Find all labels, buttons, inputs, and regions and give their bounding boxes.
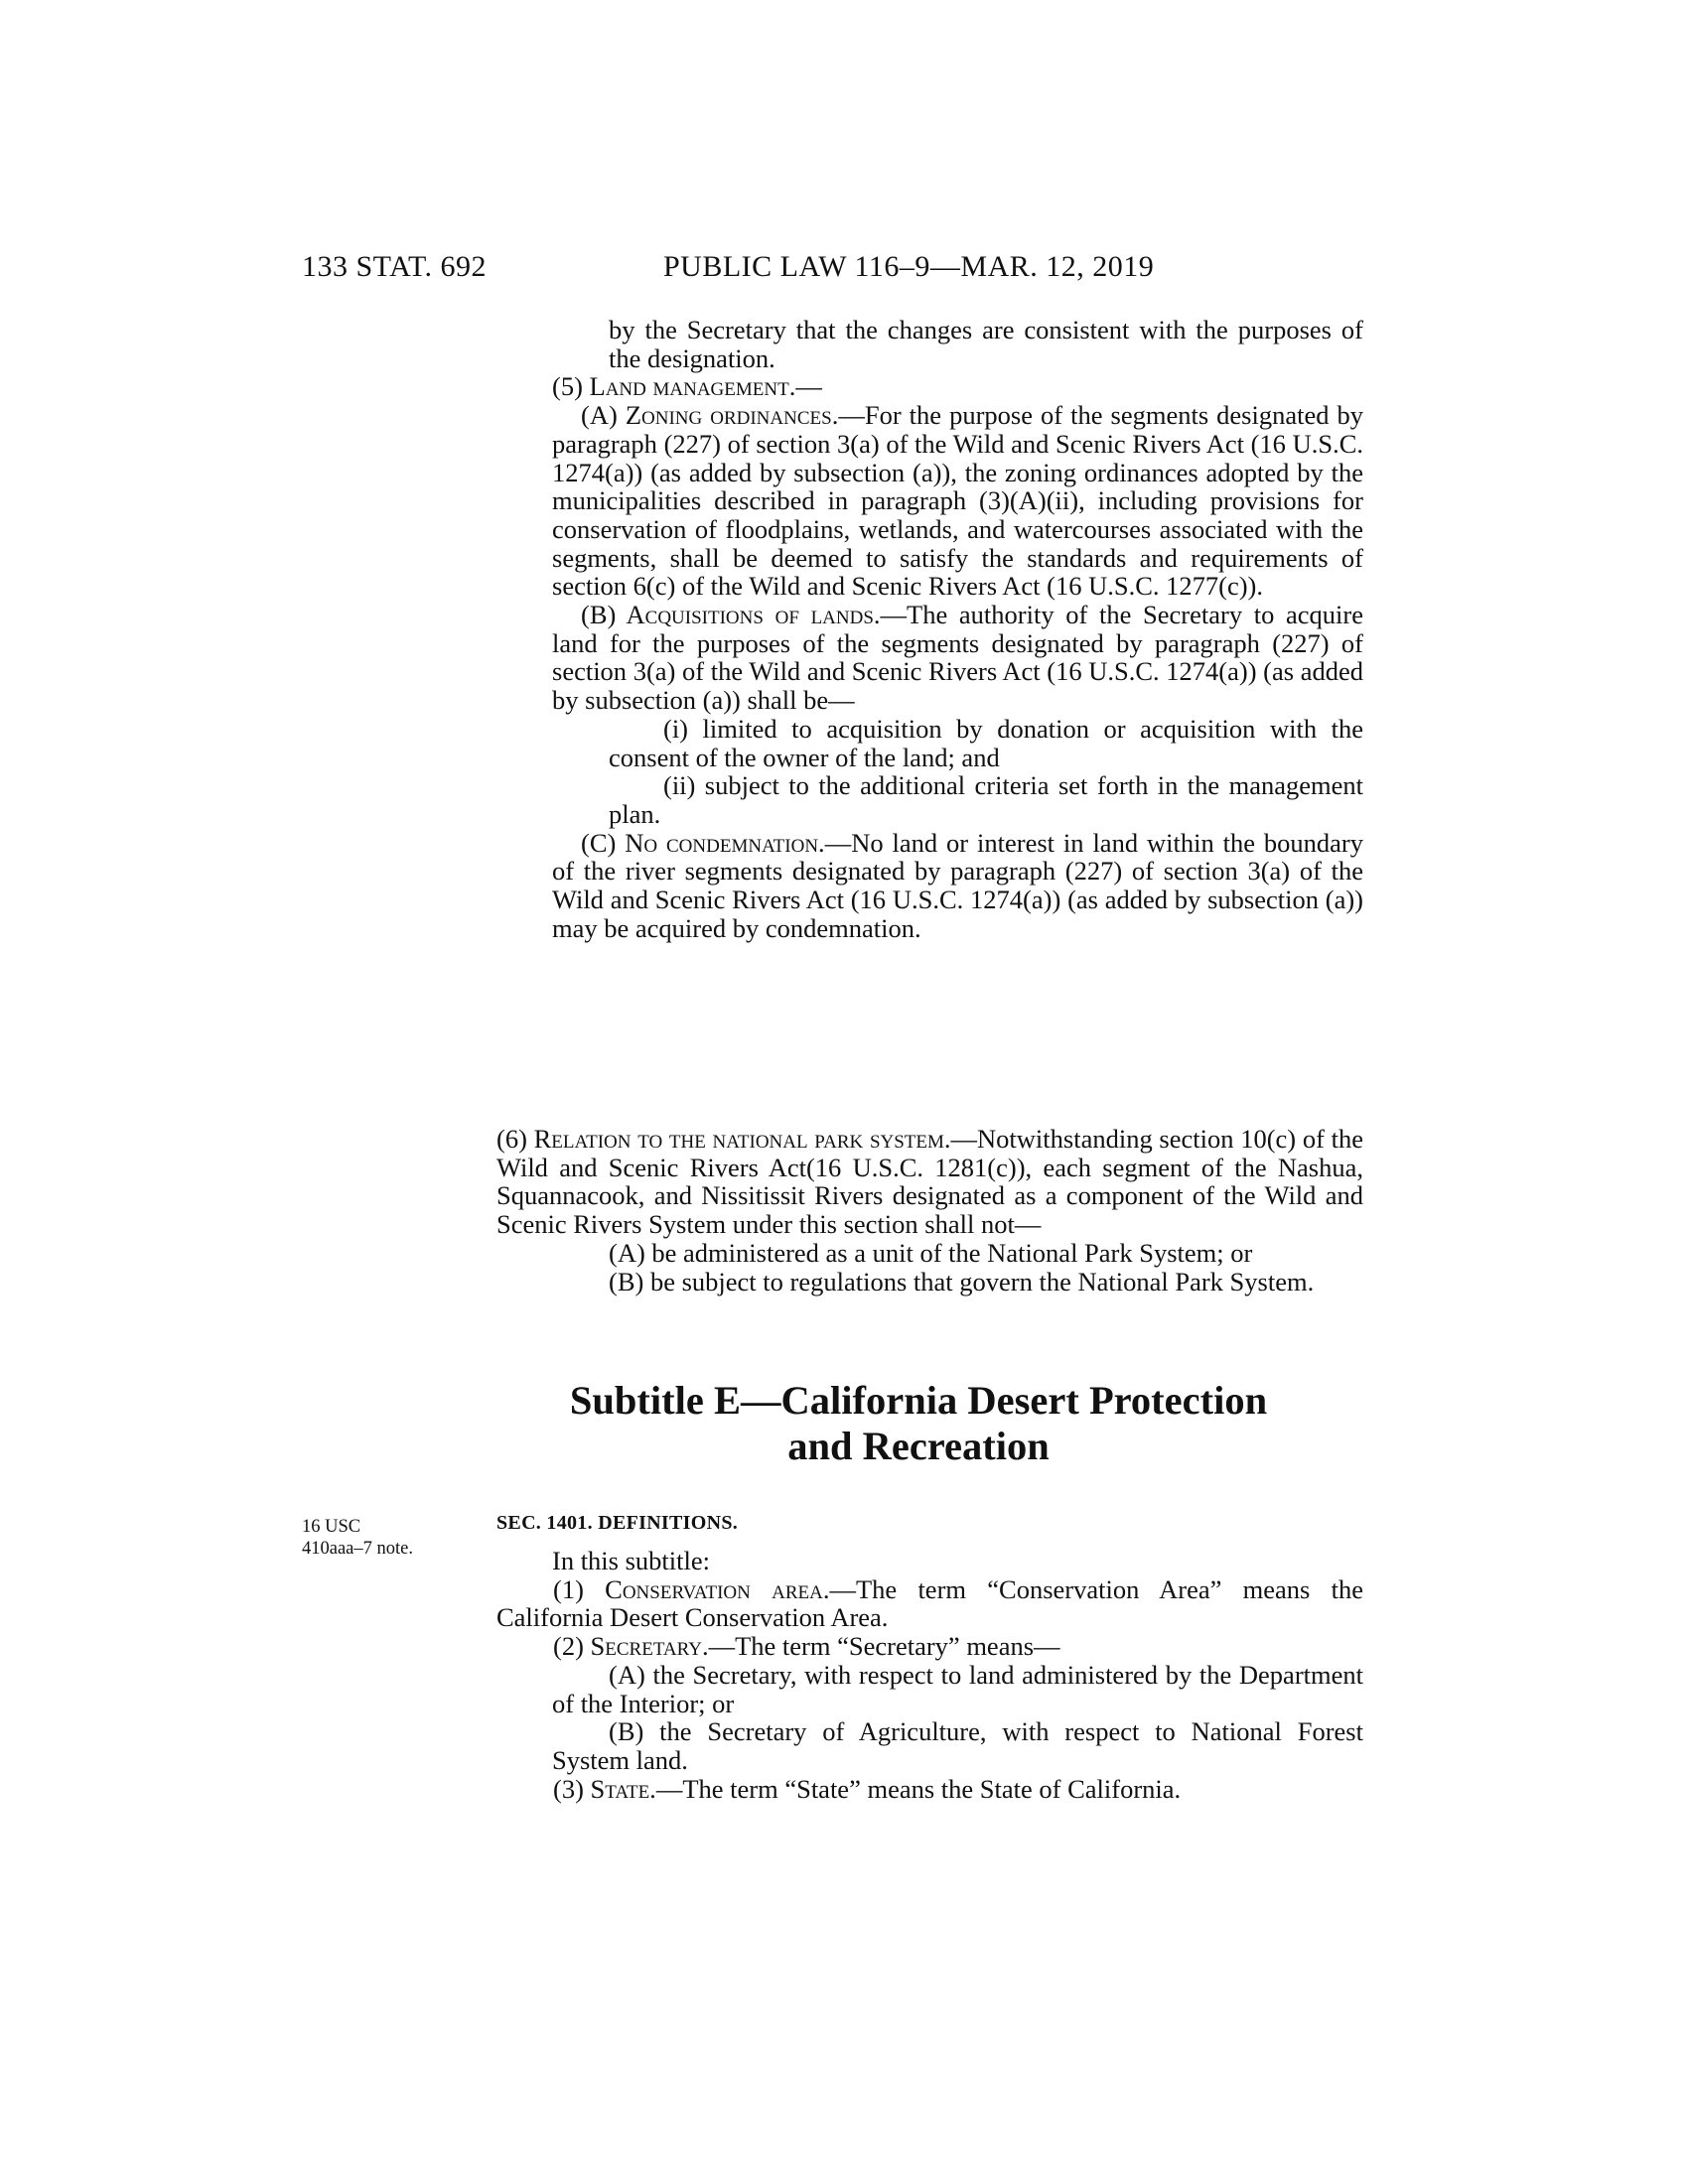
definitions-block: [496, 1546, 1363, 1804]
margin-note: [302, 1516, 413, 1560]
paragraph-5C-heading: (C) No condemnation.: [581, 827, 825, 858]
paragraph-5B-text: —The authority of the Secretary to acquire land for the purposes of the segments designated by paragraph (227) of section 3(a) of the Wild and Scenic Rivers Act (16 U.S.C. 1274(a)) (as added by subsection (a)) shall be—: [552, 600, 1363, 716]
paragraph-5C: [552, 829, 1363, 943]
paragraph-5B: [552, 601, 1363, 715]
body-text-continued: [552, 316, 1363, 942]
definition-1: [496, 1575, 1363, 1632]
paragraph-continuation: by the Secretary that the changes are consistent with the purposes of the designation.: [609, 315, 1363, 373]
paragraph-6-heading: (6) Relation to the national park system.: [496, 1124, 951, 1154]
margin-note-line-1: 16 USC: [302, 1517, 361, 1537]
paragraph-5B-i: (i) limited to acquisition by donation or acquisition with the consent of the owner of the land; and: [609, 713, 1363, 772]
definition-1-text: —The term “Conservation Area” means the California Desert Conservation Area.: [496, 1573, 1363, 1633]
paragraph-5A-heading: (A) Zoning ordinances.: [581, 400, 839, 431]
paragraph-6A: (A) be administered as a unit of the National Park System; or: [609, 1237, 1253, 1268]
definition-1-heading: (1) Conservation area.: [553, 1573, 830, 1604]
paragraph-5-heading-text: (5) Land management.—: [552, 371, 822, 402]
definition-2A: (A) the Secretary, with respect to land administered by the Department of the Interior; or: [552, 1659, 1363, 1718]
definition-2-text: —The term “Secretary” means—: [708, 1631, 1060, 1662]
subtitle-heading: [496, 1378, 1340, 1469]
running-header: PUBLIC LAW 116–9—MAR. 12, 2019: [663, 250, 1155, 283]
paragraph-5C-text: —No land or interest in land within the boundary of the river segments designated by paragraph (227) of section 3(a) of the Wild and Scenic Rivers Act (16 U.S.C. 1274(a)) (as added by subsection (a)) may be acquired by condemnation.: [552, 827, 1363, 943]
subtitle-line-2: and Recreation: [787, 1424, 1050, 1468]
section-heading: SEC. 1401. DEFINITIONS.: [496, 1512, 739, 1534]
section-intro: In this subtitle:: [552, 1546, 710, 1575]
paragraph-6-block: [496, 1124, 1363, 1297]
margin-note-line-2: 410aaa–7 note.: [302, 1539, 413, 1559]
paragraph-5A: [552, 401, 1363, 601]
definition-2B: (B) the Secretary of Agriculture, with respect to National Forest System land.: [552, 1716, 1363, 1775]
paragraph-5B-heading: (B) Acquisitions of lands.: [581, 600, 881, 630]
definition-3-text: —The term “State” means the State of California.: [655, 1773, 1182, 1804]
paragraph-6: [496, 1125, 1363, 1239]
paragraph-5-heading: [552, 372, 1363, 401]
definition-3: [496, 1775, 1363, 1804]
statute-reference: 133 STAT. 692: [302, 250, 488, 283]
subtitle-line-1: Subtitle E—California Desert Protection: [569, 1378, 1268, 1423]
paragraph-5B-ii: (ii) subject to the additional criteria set forth in the management plan.: [609, 770, 1363, 829]
paragraph-6B: (B) be subject to regulations that govern the National Park System.: [609, 1266, 1315, 1297]
paragraph-6-text: —Notwithstanding section 10(c) of the Wild and Scenic Rivers Act(16 U.S.C. 1281(c)), each segment of the Nashua, Squannacook, and Nissitissit Rivers designated as a component of the Wild and Scenic Rivers System under this section shall not—: [496, 1124, 1363, 1240]
definition-2-heading: (2) Secretary.: [553, 1631, 709, 1662]
definition-2: [496, 1632, 1363, 1661]
paragraph-5A-text: —For the purpose of the segments designated by paragraph (227) of section 3(a) of the Wild and Scenic Rivers Act (16 U.S.C. 1274(a)) (as added by subsection (a)), the zoning ordinances adopted by the municipalities described in paragraph (3)(A)(ii), including provisions for conservation of floodplains, wetlands, and watercourses associated with the segments, shall be deemed to satisfy the standards and requirements of section 6(c) of the Wild and Scenic Rivers Act (16 U.S.C. 1277(c)).: [552, 400, 1364, 602]
definition-3-heading: (3) State.: [553, 1773, 656, 1804]
